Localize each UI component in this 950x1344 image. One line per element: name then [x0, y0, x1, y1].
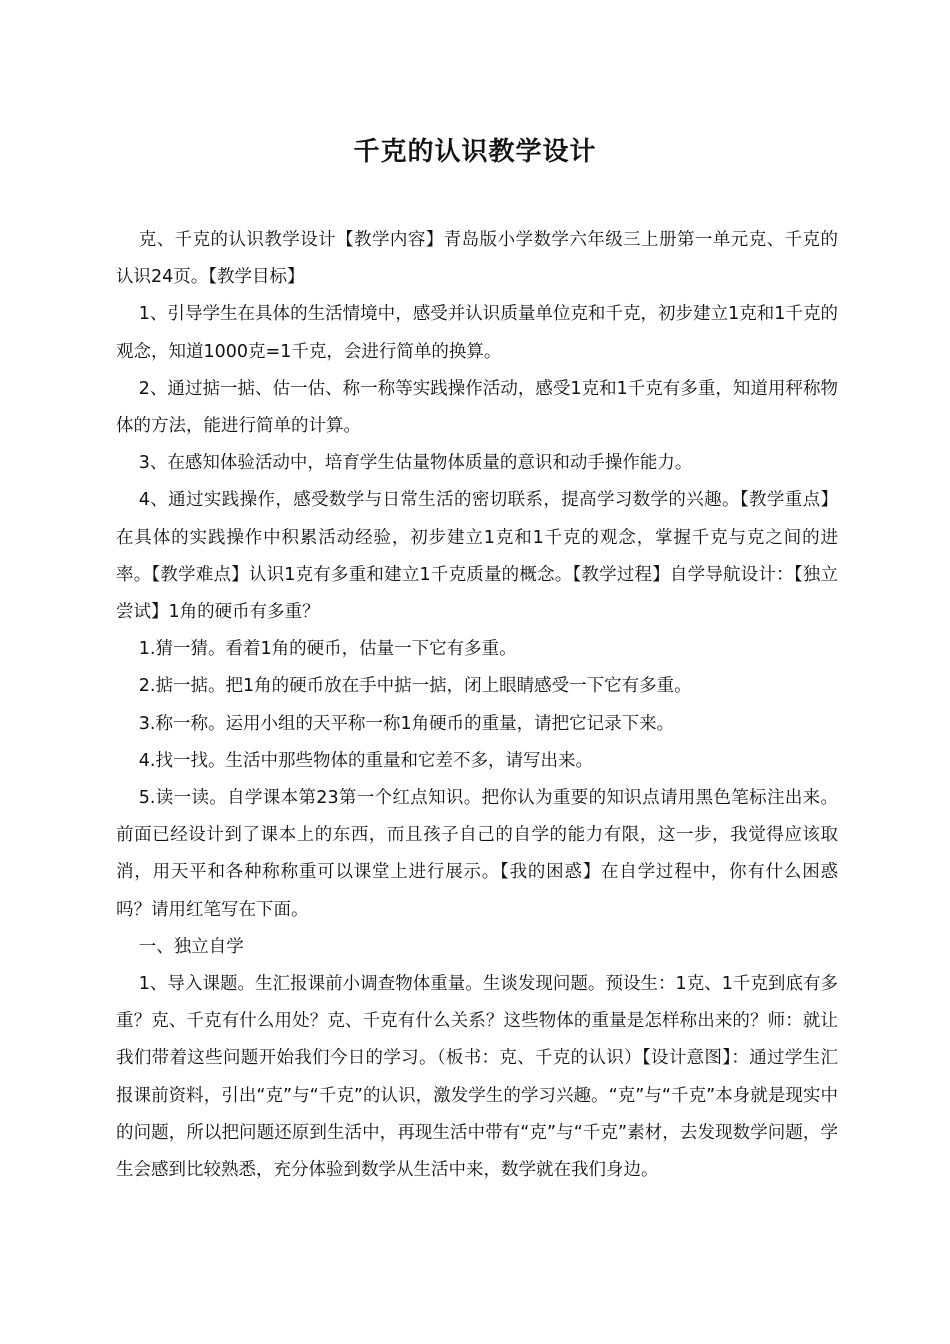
paragraph-step-read: 5.读一读。自学课本第23第一个红点知识。把你认为重要的知识点请用黑色笔标注出来。前面已经设计到了课本上的东西，而且孩子自己的自学的能力有限，这一步，我觉得应该取消，用天平和各种称称重可以课堂上进行展示。【我的困惑】在自学过程中，你有什么困惑吗？请用红笔写在下面。	[116, 788, 838, 920]
paragraph-step-weigh-hand: 2.掂一掂。把1角的硬币放在手中掂一掂，闭上眼睛感受一下它有多重。	[138, 676, 692, 697]
paragraph-step-find: 4.找一找。生活中那些物体的重量和它差不多，请写出来。	[138, 750, 593, 771]
paragraph-intro: 克、千克的认识教学设计【教学内容】青岛版小学数学六年级三上册第一单元克、千克的认识24页。【教学目标】	[116, 230, 838, 288]
paragraph-goal-2: 2、通过掂一掂、估一估、称一称等实践操作活动，感受1克和1千克有多重，知道用秤称物体的方法，能进行简单的计算。	[116, 378, 838, 437]
paragraph-goal-1: 1、引导学生在具体的生活情境中，感受并认识质量单位克和千克，初步建立1克和1千克的观念，知道1000克=1千克，会进行简单的换算。	[116, 304, 838, 362]
paragraph-lead-in: 1、导入课题。生汇报课前小调查物体重量。生谈发现问题。预设生：1克、1千克到底有多重？克、千克有什么用处？克、千克有什么关系？这些物体的重量是怎样称出来的？师：就让我们带着这些问题开始我们今日的学习。（板书：克、千克的认识）【设计意图】：通过学生汇报课前资料，引出“克”与“千克”的认识，激发学生的学习兴趣。“克”与“千克”本身就是现实中的问题，所以把问题还原到生活中，再现生活中带有“克”与“千克”素材，去发现数学问题，学生会感到比较熟悉，充分体验到数学从生活中来，数学就在我们身边。	[116, 974, 838, 1181]
document-body	[116, 222, 838, 1189]
paragraph-step-scale: 3.称一称。运用小组的天平称一称1角硬币的重量，请把它记录下来。	[138, 713, 675, 734]
section-heading-self-study: 一、独立自学	[138, 936, 244, 957]
paragraph-goal-3: 3、在感知体验活动中，培育学生估量物体质量的意识和动手操作能力。	[138, 453, 693, 474]
document-title: 千克的认识教学设计	[353, 137, 597, 167]
paragraph-step-guess: 1.猜一猜。看着1角的硬币，估量一下它有多重。	[138, 639, 517, 660]
paragraph-goal-4: 4、通过实践操作，感受数学与日常生活的密切联系，提高学习数学的兴趣。【教学重点】在具体的实践操作中积累活动经验，初步建立1克和1千克的观念，掌握千克与克之间的进率。【教学难点】认识1克有多重和建立1千克质量的概念。【教学过程】自学导航设计：【独立尝试】1角的硬币有多重？	[116, 490, 838, 623]
